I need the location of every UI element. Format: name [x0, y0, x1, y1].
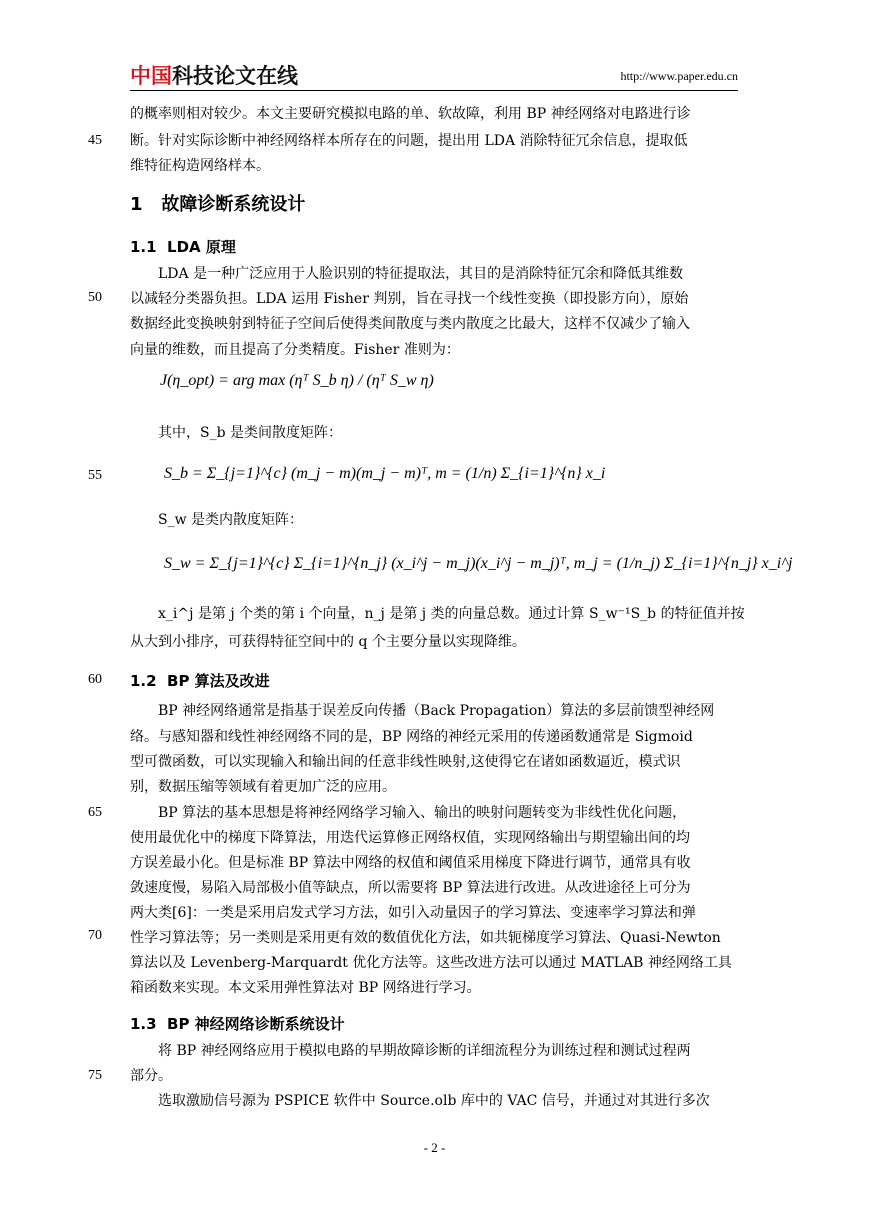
- sw-formula: S_w = Σ_{j=1}^{c} Σ_{i=1}^{n_j} (x_i^j − m_j)(x_i^j − m_j)ᵀ, m_j = (1/n_j) Σ_{i=1}^{n_j} x_i^j: [164, 555, 793, 572]
- body-line: 将 BP 神经网络应用于模拟电路的早期故障诊断的详细流程分为训练过程和测试过程两: [158, 1043, 691, 1059]
- body-line: LDA 是一种广泛应用于人脸识别的特征提取法，其目的是消除特征冗余和降低其维数: [158, 266, 684, 282]
- body-line: 使用最优化中的梯度下降算法，用迭代运算修正网络权值，实现网络输出与期望输出间的均: [130, 830, 690, 846]
- journal-logo: 中国科技论文在线: [130, 64, 298, 88]
- line-number: 70: [88, 928, 102, 943]
- body-line: S_w 是类内散度矩阵：: [158, 512, 304, 528]
- body-line: 其中，S_b 是类间散度矩阵：: [158, 425, 343, 441]
- header-url[interactable]: http://www.paper.edu.cn: [620, 69, 738, 83]
- body-line: 箱函数来实现。本文采用弹性算法对 BP 网络进行学习。: [130, 980, 481, 996]
- page-header: [130, 60, 738, 91]
- section-heading: 1 故障诊断系统设计: [130, 194, 306, 215]
- line-number: 65: [88, 805, 102, 820]
- body-line: 从大到小排序，可获得特征空间中的 q 个主要分量以实现降维。: [130, 634, 526, 650]
- line-number: 55: [88, 468, 102, 483]
- body-line: 两大类[6]：一类是采用启发式学习方法，如引入动量因子的学习算法、变速率学习算法和弹: [130, 905, 696, 921]
- line-number: 45: [88, 133, 102, 148]
- body-line: 断。针对实际诊断中神经网络样本所存在的问题，提出用 LDA 消除特征冗余信息，提取低: [130, 133, 688, 149]
- subsection-heading: 1.1 LDA 原理: [130, 238, 236, 256]
- body-line: BP 算法的基本思想是将神经网络学习输入、输出的映射问题转变为非线性优化问题，: [158, 805, 687, 821]
- body-line: 维特征构造网络样本。: [130, 158, 270, 174]
- body-line: 部分。: [130, 1068, 172, 1084]
- body-line: 向量的维数，而且提高了分类精度。Fisher 准则为：: [130, 342, 460, 358]
- body-line: 的概率则相对较少。本文主要研究模拟电路的单、软故障，利用 BP 神经网络对电路进行诊: [130, 106, 691, 122]
- body-line: x_i^j 是第 j 个类的第 i 个向量，n_j 是第 j 类的向量总数。通过计算 S_w⁻¹S_b 的特征值并按: [158, 606, 745, 622]
- body-line: 型可微函数，可以实现输入和输出间的任意非线性映射,这使得它在诸如函数逼近，模式识: [130, 754, 681, 770]
- sb-formula: S_b = Σ_{j=1}^{c} (m_j − m)(m_j − m)ᵀ, m = (1/n) Σ_{i=1}^{n} x_i: [164, 465, 606, 482]
- fisher-formula: J(η_opt) = arg max (ηᵀ S_b η) / (ηᵀ S_w η): [160, 372, 434, 389]
- body-line: 选取激励信号源为 PSPICE 软件中 Source.olb 库中的 VAC 信号，并通过对其进行多次: [158, 1093, 710, 1109]
- line-number: 75: [88, 1068, 102, 1083]
- line-number: 50: [88, 290, 102, 305]
- body-line: 算法以及 Levenberg-Marquardt 优化方法等。这些改进方法可以通过 MATLAB 神经网络工具: [130, 955, 732, 971]
- body-line: 络。与感知器和线性神经网络不同的是，BP 网络的神经元采用的传递函数通常是 Sigmoid: [130, 729, 693, 745]
- subsection-heading: 1.2 BP 算法及改进: [130, 672, 270, 690]
- body-line: 别，数据压缩等领域有着更加广泛的应用。: [130, 779, 396, 795]
- page-number: - 2 -: [423, 1140, 446, 1155]
- body-line: 敛速度慢，易陷入局部极小值等缺点，所以需要将 BP 算法进行改进。从改进途径上可分为: [130, 880, 691, 896]
- body-line: 性学习算法等；另一类则是采用更有效的数值优化方法，如共轭梯度学习算法、Quasi-Newton: [130, 930, 721, 946]
- body-line: 以减轻分类器负担。LDA 运用 Fisher 判别，旨在寻找一个线性变换（即投影方向），原始: [130, 291, 689, 307]
- subsection-heading: 1.3 BP 神经网络诊断系统设计: [130, 1015, 345, 1033]
- body-line: 方误差最小化。但是标准 BP 算法中网络的权值和阈值采用梯度下降进行调节，通常具有收: [130, 855, 691, 871]
- body-line: 数据经此变换映射到特征子空间后使得类间散度与类内散度之比最大，这样不仅减少了输入: [130, 316, 690, 332]
- line-number: 60: [88, 672, 102, 687]
- body-line: BP 神经网络通常是指基于误差反向传播（Back Propagation）算法的多层前馈型神经网: [158, 703, 715, 719]
